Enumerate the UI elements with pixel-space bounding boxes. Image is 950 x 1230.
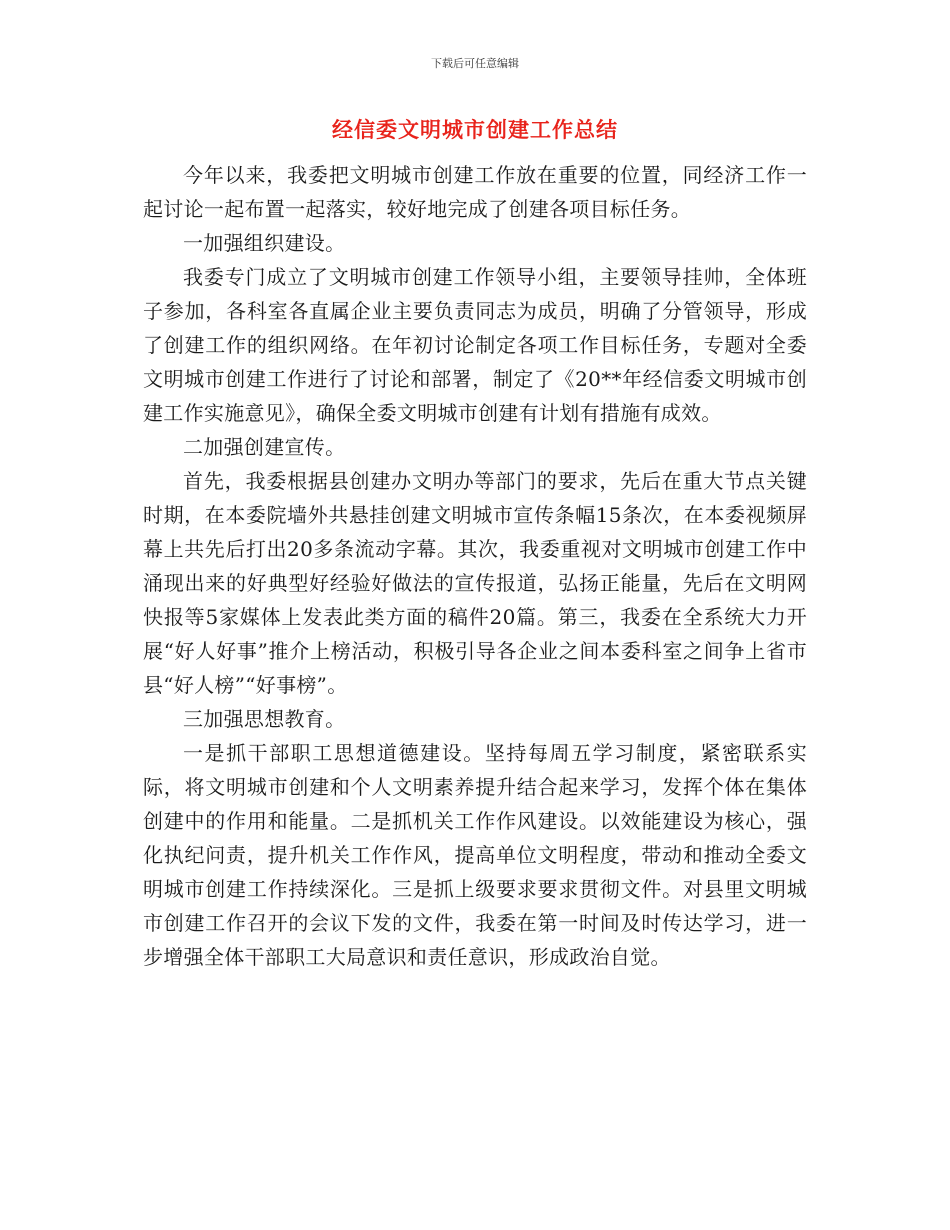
education-paragraph: 一是抓干部职工思想道德建设。坚持每周五学习制度，紧密联系实际，将文明城市创建和个人文明素养提升结合起来学习，发挥个体在集体创建中的作用和能量。二是抓机关工作作风建设。以效能建设为核心，强化执纪问责，提升机关工作作风，提高单位文明程度，带动和推动全委文明城市创建工作持续深化。三是抓上级要求要求贯彻文件。对县里文明城市创建工作召开的会议下发的文件，我委在第一时间及时传达学习，进一步增强全体干部职工大局意识和责任意识，形成政治自觉。 <box>143 741 807 969</box>
header-note: 下载后可任意编辑 <box>431 57 519 70</box>
intro-paragraph: 今年以来，我委把文明城市创建工作放在重要的位置，同经济工作一起讨论一起布置一起落实，较好地完成了创建各项目标任务。 <box>143 163 807 221</box>
document-body <box>143 158 807 974</box>
publicity-paragraph: 首先，我委根据县创建办文明办等部门的要求，先后在重大节点关键时期，在本委院墙外共悬挂创建文明城市宣传条幅15条次，在本委视频屏幕上共先后打出20多条流动字幕。其次，我委重视对文明城市创建工作中涌现出来的好典型好经验好做法的宣传报道，弘扬正能量，先后在文明网快报等5家媒体上发表此类方面的稿件20篇。第三，我委在全系统大力开展“好人好事”推介上榜活动，积极引导各企业之间本委科室之间争上省市县“好人榜”“好事榜”。 <box>143 469 807 697</box>
document-title: 经信委文明城市创建工作总结 <box>332 118 618 142</box>
section-heading-education: 三加强思想教育。 <box>183 707 346 731</box>
organization-paragraph: 我委专门成立了文明城市创建工作领导小组，主要领导挂帅，全体班子参加，各科室各直属企业主要负责同志为成员，明确了分管领导，形成了创建工作的组织网络。在年初讨论制定各项工作目标任务，专题对全委文明城市创建工作进行了讨论和部署，制定了《20**年经信委文明城市创建工作实施意见》，确保全委文明城市创建有计划有措施有成效。 <box>143 265 807 425</box>
section-heading-organization: 一加强组织建设。 <box>183 231 346 255</box>
section-heading-publicity: 二加强创建宣传。 <box>183 435 346 459</box>
